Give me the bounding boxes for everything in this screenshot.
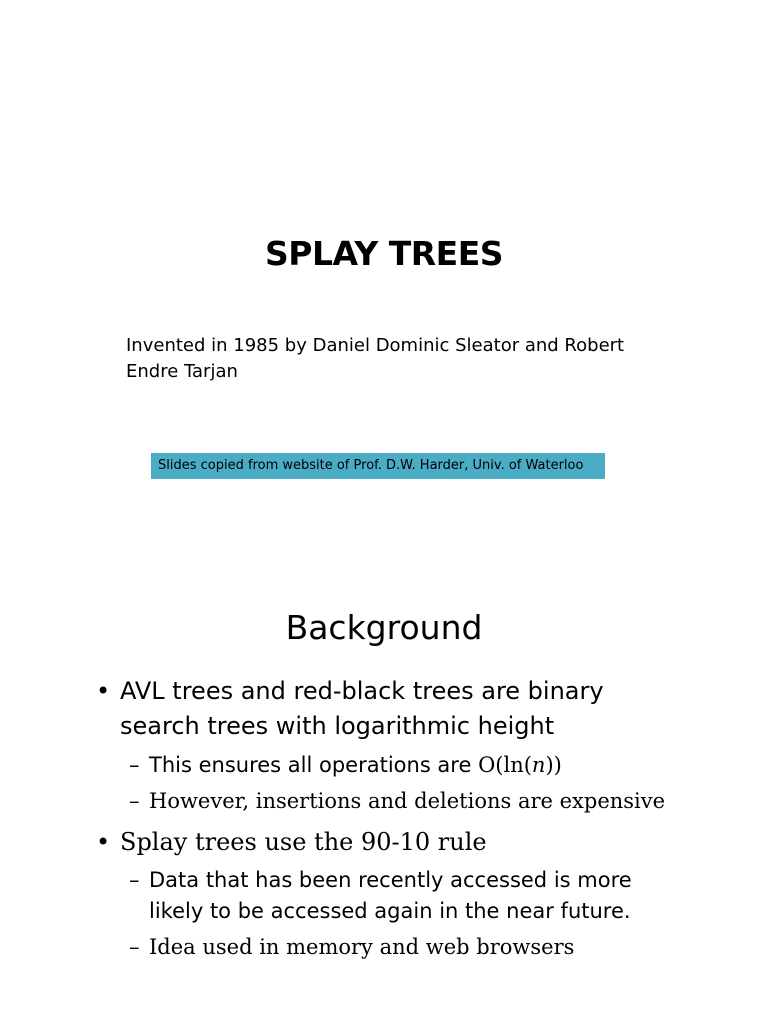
section-heading: Background (285, 608, 483, 647)
sub-bullet-text: Data that has been recently accessed is more likely to be accessed again in the near future. (149, 868, 632, 923)
bullet-avl-trees (96, 674, 620, 744)
sub-bullet-insertions (129, 786, 709, 817)
slide-title: SPLAY TREES (264, 234, 504, 273)
sub-bullet-text: This ensures all operations are (149, 753, 479, 777)
dash-glyph: – (129, 789, 140, 813)
bullet-splay-rule (96, 825, 660, 860)
dash-glyph: – (129, 753, 140, 777)
sub-bullet-text: However, insertions and deletions are expensive (149, 789, 666, 813)
dash-glyph: – (129, 935, 140, 959)
dash-glyph: – (129, 868, 140, 892)
sub-bullet-memory-browsers (129, 932, 709, 963)
credit-banner: Slides copied from website of Prof. D.W. Harder, Univ. of Waterloo (151, 453, 605, 479)
big-o-notation: O(ln( (478, 753, 532, 777)
sub-bullet-operations (129, 750, 709, 781)
bullet-text: Splay trees use the 90-10 rule (120, 828, 487, 856)
bullet-text: AVL trees and red-black trees are binary search trees with logarithmic height (120, 677, 604, 740)
bullet-glyph: • (96, 828, 111, 856)
sub-bullet-text: Idea used in memory and web browsers (149, 935, 575, 959)
sub-bullet-recent-access (129, 865, 649, 927)
bullet-glyph: • (96, 677, 111, 705)
variable-n: n (531, 753, 546, 777)
big-o-close: )) (545, 753, 562, 777)
slide-subtitle: Invented in 1985 by Daniel Dominic Sleator and Robert Endre Tarjan (126, 335, 625, 382)
